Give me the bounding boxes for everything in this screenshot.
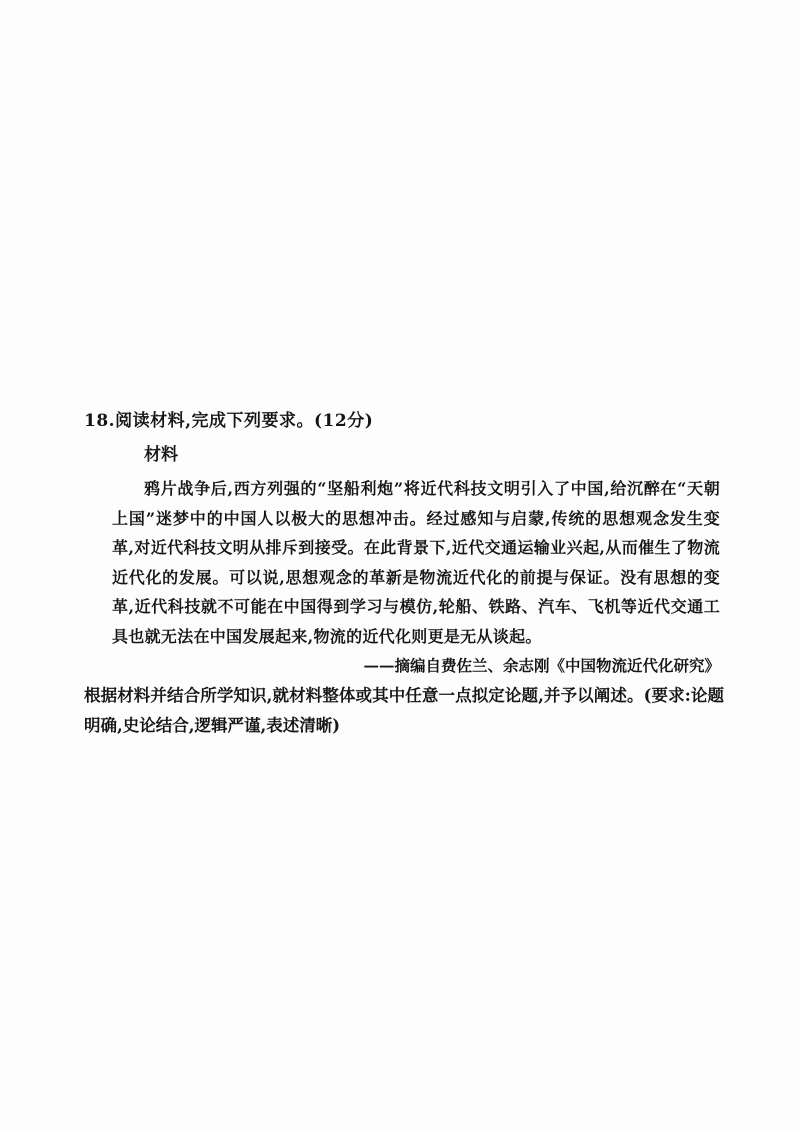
question-18: [84, 408, 724, 741]
question-heading: 18.阅读材料,完成下列要求。(12分): [84, 411, 374, 431]
question-task: 根据材料并结合所学知识,就材料整体或其中任意一点拟定论题,并予以阐述。(要求:论题明确,史论结合,逻辑严谨,表述清晰): [84, 686, 724, 735]
material-label: 材料: [144, 445, 178, 465]
material-paragraph: 鸦片战争后,西方列强的“坚船利炮”将近代科技文明引入了中国,给沉醉在“天朝上国”迷梦中的中国人以极大的思想冲击。经过感知与启蒙,传统的思想观念发生变革,对近代科技文明从排斥到接受。在此背景下,近代交通运输业兴起,从而催生了物流近代化的发展。可以说,思想观念的革新是物流近代化的前提与保证。没有思想的变革,近代科技就不可能在中国得到学习与模仿,轮船、铁路、汽车、飞机等近代交通工具也就无法在中国发展起来,物流的近代化则更是无从谈起。: [112, 479, 720, 646]
material-source: ——摘编自费佐兰、余志刚《中国物流近代化研究》: [363, 656, 720, 675]
material-passage: [112, 474, 720, 651]
